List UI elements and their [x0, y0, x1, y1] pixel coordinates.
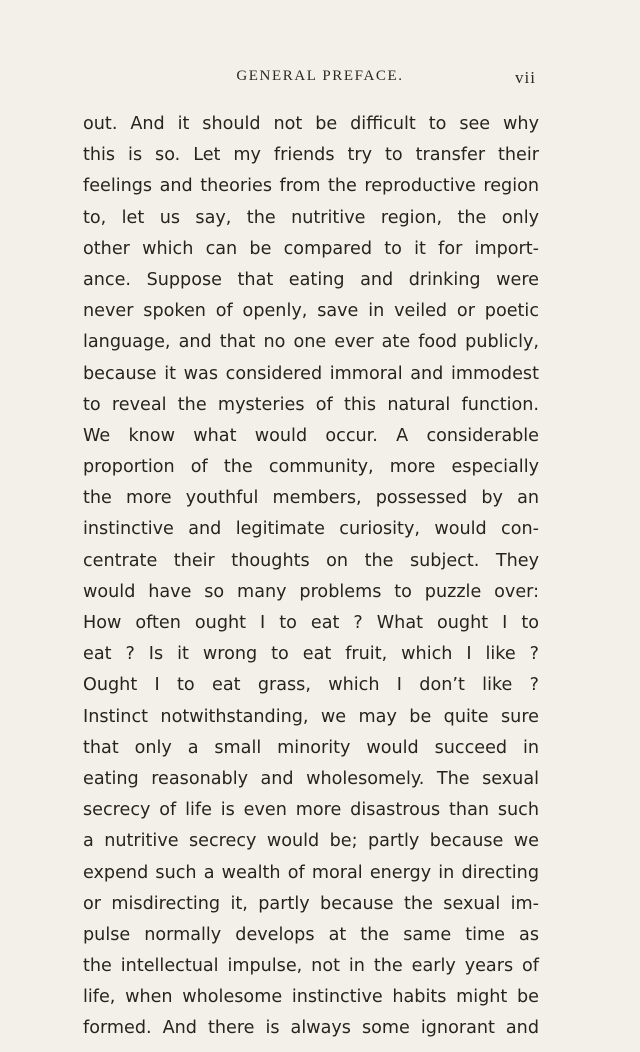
- page-number: vii: [515, 68, 536, 87]
- text-line: a nutritive secrecy would be; partly because we: [83, 831, 539, 852]
- text-line: instinctive and legitimate curiosity, would con-: [83, 519, 539, 540]
- text-line: that only a small minority would succeed in: [83, 737, 539, 758]
- text-line: this is so. Let my friends try to transfer their: [83, 145, 539, 166]
- text-line: to, let us say, the nutritive region, the only: [83, 207, 539, 228]
- text-line: because it was considered immoral and immodest: [83, 363, 539, 384]
- text-line: secrecy of life is even more disastrous than such: [83, 800, 539, 821]
- text-line: feelings and theories from the reproductive region: [83, 176, 539, 197]
- text-line: Instinct notwithstanding, we may be quite sure: [83, 706, 539, 727]
- text-line: expend such a wealth of moral energy in directing: [83, 862, 539, 883]
- running-head: GENERAL PREFACE.: [236, 68, 404, 84]
- text-line: proportion of the community, more especially: [83, 457, 539, 478]
- text-line: eat ? Is it wrong to eat fruit, which I like ?: [83, 644, 539, 665]
- text-line: or misdirecting it, partly because the sexual im-: [83, 893, 539, 914]
- text-line: How often ought I to eat ? What ought I to: [83, 613, 539, 633]
- text-line: ance. Suppose that eating and drinking were: [83, 269, 539, 290]
- text-line: eating reasonably and wholesomely. The sexual: [83, 768, 539, 789]
- text-line: life, when wholesome instinctive habits might be: [83, 987, 539, 1008]
- text-line: never spoken of openly, save in veiled or poetic: [83, 301, 539, 322]
- text-line: language, and that no one ever ate food publicly,: [83, 332, 539, 353]
- text-line: centrate their thoughts on the subject. They: [83, 550, 539, 571]
- text-line: out. And it should not be difficult to see why: [83, 114, 539, 134]
- text-line: Ought I to eat grass, which I don’t like ?: [83, 675, 539, 696]
- text-line: the intellectual impulse, not in the early years of: [83, 956, 539, 977]
- text-line: pulse normally develops at the same time as: [83, 924, 539, 945]
- text-line: would have so many problems to puzzle over:: [83, 581, 539, 602]
- body-text: [83, 109, 539, 1045]
- text-line: the more youthful members, possessed by an: [83, 488, 539, 509]
- page-header: [0, 68, 640, 90]
- text-line: to reveal the mysteries of this natural function.: [83, 394, 539, 415]
- text-line: formed. And there is always some ignorant and: [83, 1018, 539, 1039]
- text-line: other which can be compared to it for import-: [83, 238, 539, 259]
- text-line: We know what would occur. A considerable: [83, 425, 539, 446]
